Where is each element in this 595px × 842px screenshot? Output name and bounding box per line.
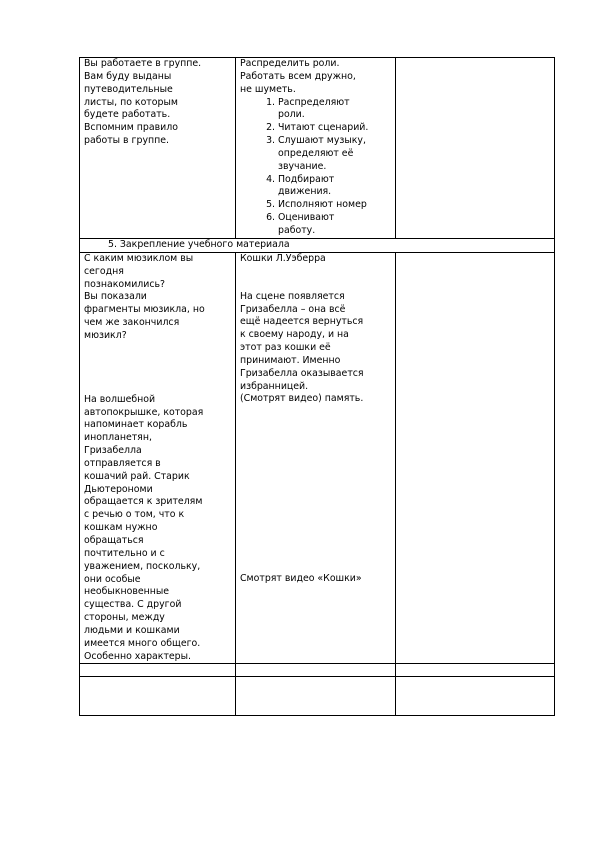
empty-cell [80, 677, 236, 716]
list-item: 5. Исполняют номер [278, 199, 395, 212]
notes-cell [396, 58, 555, 239]
empty-cell [236, 677, 396, 716]
section-heading: 5. Закрепление учебного материала [108, 238, 290, 250]
spacer [240, 266, 395, 291]
notes-cell [396, 252, 555, 664]
student-title-text: Кошки Л.Уэберра [240, 252, 326, 264]
student-intro-text: Распределить роли. Работать всем дружно, не шуметь. [240, 58, 356, 95]
list-item: 6. Оценивают работу. [278, 212, 395, 238]
spacer [240, 406, 395, 573]
teacher-cell [80, 252, 236, 664]
spacer [84, 343, 235, 394]
table-row-empty [80, 664, 555, 677]
table-row-section [80, 238, 555, 252]
teacher-story-text: На волшебной автопокрышке, которая напоминает корабль инопланетян, Гризабелла отправляется в кошачий рай. Старик Дьютерономи обращается к зрителям с речью о том, что к кошкам нужно обращаться почтительно и с уважением, поскольку, они особые необыкновенные существа. С другой стороны, между людьми и кошками имеется много общего. Особенно характеры. [84, 393, 204, 662]
empty-cell [80, 664, 236, 677]
student-cell [236, 58, 396, 239]
table-row-group-work [80, 58, 555, 239]
student-cell [236, 252, 396, 664]
empty-cell [236, 664, 396, 677]
teacher-question-text: С каким мюзиклом вы сегодня познакомились? Вы показали фрагменты мюзикла, но чем же закончился мюзикл? [84, 252, 205, 341]
empty-cell [396, 677, 555, 716]
student-video-text: Смотрят видео «Кошки» [240, 573, 362, 585]
list-item: 1. Распределяют роли. [278, 97, 395, 123]
section-cell [80, 238, 555, 252]
teacher-cell [80, 58, 236, 239]
list-item: 4. Подбирают движения. [278, 174, 395, 200]
table-row-consolidation [80, 252, 555, 664]
lesson-plan-table [79, 57, 555, 716]
table-row-empty [80, 677, 555, 716]
steps-list [240, 97, 395, 238]
teacher-text: Вы работаете в группе. Вам буду выданы путеводительные листы, по которым будете работать. Вспомним правило работы в группе. [84, 58, 202, 147]
student-story-text: На сцене появляется Гризабелла – она всё ещё надеется вернуться к своему народу, и на этот раз кошки её принимают. Именно Гризабелла оказывается избранницей. (Смотрят видео) память. [240, 290, 364, 405]
list-item: 3. Слушают музыку, определяют её звучание. [278, 135, 395, 174]
empty-cell [396, 664, 555, 677]
list-item: 2. Читают сценарий. [278, 122, 395, 135]
